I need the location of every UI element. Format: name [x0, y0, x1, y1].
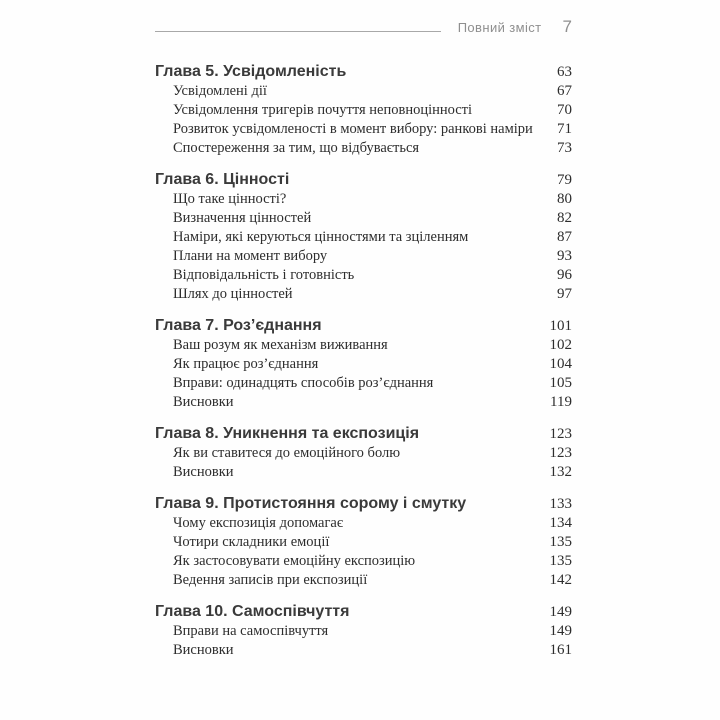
toc-item-title: Відповідальність і готовність — [173, 267, 355, 283]
toc-page-number: 80 — [557, 191, 572, 207]
toc-item-title: Висновки — [173, 394, 234, 410]
toc-item-title: Шлях до цінностей — [173, 286, 293, 302]
toc-page-number: 82 — [557, 210, 572, 226]
toc-item-title: Усвідомлені дії — [173, 83, 267, 99]
toc-chapter-group — [155, 62, 572, 158]
toc-item-row — [155, 393, 572, 412]
toc-page-number: 134 — [549, 515, 572, 531]
toc-chapter-row — [155, 602, 572, 622]
header-page-number: 7 — [562, 17, 572, 36]
toc-page-number: 97 — [557, 286, 572, 302]
toc-page-number: 123 — [549, 426, 572, 442]
toc-page-number: 96 — [557, 267, 572, 283]
toc-item-row — [155, 336, 572, 355]
toc-page-number: 142 — [549, 572, 572, 588]
toc-item-title: Чотири складники емоції — [173, 534, 330, 550]
toc-page-number: 102 — [549, 337, 572, 353]
toc-chapter-group — [155, 316, 572, 412]
toc-page-number: 149 — [549, 604, 572, 620]
toc-item-title: Усвідомлення тригерів почуття неповноцінності — [173, 102, 473, 118]
toc-page-number: 133 — [549, 496, 572, 512]
toc-item-row — [155, 266, 572, 285]
toc-chapter-row — [155, 170, 572, 190]
toc-item-row — [155, 82, 572, 101]
toc-chapter-title: Глава 7. Роз’єднання — [155, 317, 322, 334]
toc-item-row — [155, 552, 572, 571]
toc-page-number: 135 — [549, 553, 572, 569]
toc-item-title: Плани на момент вибору — [173, 248, 328, 264]
toc-item-row — [155, 120, 572, 139]
toc-page-number: 123 — [549, 445, 572, 461]
toc-chapter-title: Глава 5. Усвідомленість — [155, 63, 347, 80]
toc-page-number: 119 — [550, 394, 572, 410]
toc-chapter-row — [155, 494, 572, 514]
toc-page-number: 67 — [557, 83, 572, 99]
toc-item-title: Спостереження за тим, що відбувається — [173, 140, 420, 156]
toc-item-title: Вправи на самоспівчуття — [173, 623, 329, 639]
toc-page-number: 87 — [557, 229, 572, 245]
toc-item-row — [155, 228, 572, 247]
toc-item-title: Висновки — [173, 642, 234, 658]
toc-item-row — [155, 209, 572, 228]
toc-item-row — [155, 247, 572, 266]
toc-chapter-group — [155, 494, 572, 590]
toc — [155, 62, 572, 660]
toc-chapter-title: Глава 6. Цінності — [155, 171, 290, 188]
header-title: Повний зміст — [457, 20, 542, 35]
toc-item-row — [155, 285, 572, 304]
toc-item-row — [155, 101, 572, 120]
toc-page-number: 63 — [557, 64, 572, 80]
toc-page-number: 79 — [557, 172, 572, 188]
toc-item-title: Ведення записів при експозиції — [173, 572, 368, 588]
toc-item-row — [155, 463, 572, 482]
toc-page-number: 70 — [557, 102, 572, 118]
toc-page-number: 73 — [557, 140, 572, 156]
toc-chapter-title: Глава 8. Уникнення та експозиція — [155, 425, 420, 442]
toc-item-title: Як ви ставитеся до емоційного болю — [173, 445, 401, 461]
toc-page-number: 104 — [549, 356, 572, 372]
toc-item-row — [155, 139, 572, 158]
toc-item-row — [155, 444, 572, 463]
toc-page-number: 105 — [549, 375, 572, 391]
toc-item-title: Що таке цінності? — [173, 191, 287, 207]
toc-chapter-group — [155, 424, 572, 482]
toc-chapter-title: Глава 10. Самоспівчуття — [155, 603, 350, 620]
toc-item-title: Як застосовувати емоційну експозицію — [173, 553, 416, 569]
toc-item-title: Визначення цінностей — [173, 210, 312, 226]
toc-item-row — [155, 355, 572, 374]
toc-item-title: Наміри, які керуються цінностями та зціленням — [173, 229, 469, 245]
toc-chapter-group — [155, 170, 572, 304]
toc-page-number: 101 — [549, 318, 572, 334]
toc-chapter-row — [155, 316, 572, 336]
page-header — [155, 17, 572, 37]
toc-item-title: Як працює роз’єднання — [173, 356, 319, 372]
toc-page-number: 132 — [549, 464, 572, 480]
toc-chapter-row — [155, 424, 572, 444]
toc-item-row — [155, 514, 572, 533]
toc-item-title: Вправи: одинадцять способів роз’єднання — [173, 375, 434, 391]
toc-page-number: 149 — [549, 623, 572, 639]
toc-item-title: Висновки — [173, 464, 234, 480]
toc-item-row — [155, 533, 572, 552]
toc-page-number: 71 — [557, 121, 572, 137]
toc-chapter-title: Глава 9. Протистояння сорому і смутку — [155, 495, 467, 512]
toc-item-row — [155, 374, 572, 393]
toc-chapter-group — [155, 602, 572, 660]
toc-item-title: Чому експозиція допомагає — [173, 515, 344, 531]
toc-chapter-row — [155, 62, 572, 82]
toc-page-number: 161 — [549, 642, 572, 658]
toc-item-row — [155, 571, 572, 590]
header-rule — [155, 31, 441, 32]
toc-item-row — [155, 190, 572, 209]
toc-page-number: 135 — [549, 534, 572, 550]
toc-item-row — [155, 622, 572, 641]
toc-page-number: 93 — [557, 248, 572, 264]
toc-item-row — [155, 641, 572, 660]
toc-item-title: Розвиток усвідомленості в момент вибору: ранкові наміри — [173, 121, 533, 137]
toc-item-title: Ваш розум як механізм виживання — [173, 337, 388, 353]
